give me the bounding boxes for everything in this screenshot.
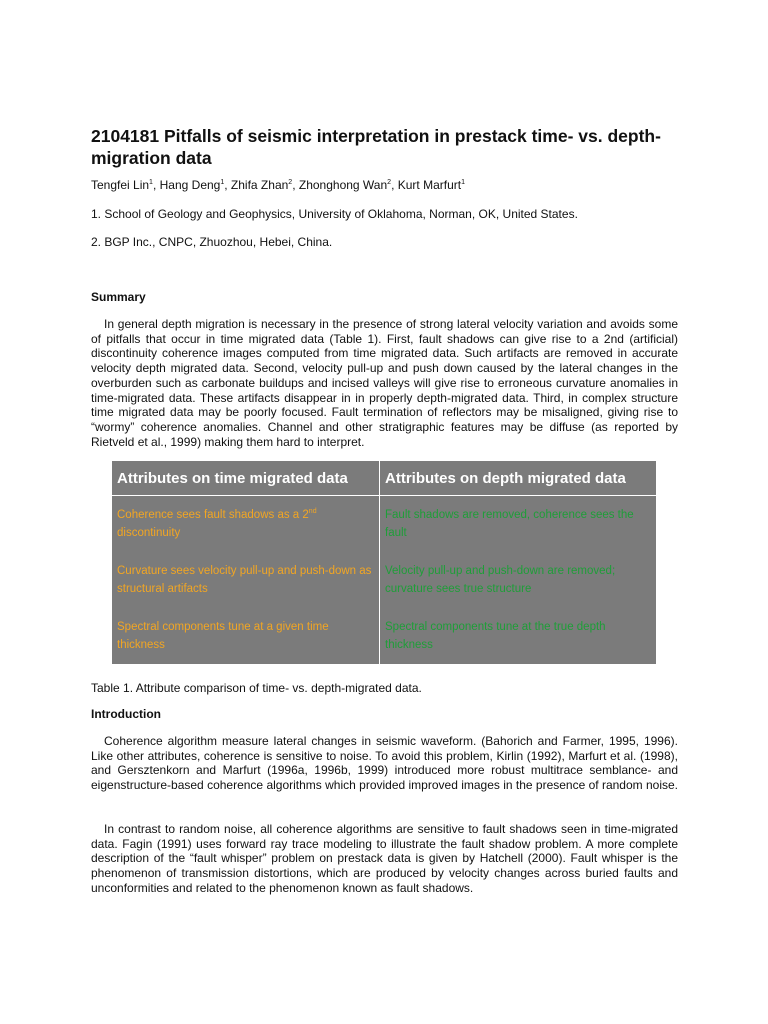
- table-row: [112, 608, 656, 664]
- table-cell-time: Spectral components tune at a given time thickness: [112, 608, 380, 664]
- introduction-heading: Introduction: [91, 707, 161, 721]
- attribute-comparison-table: [112, 461, 656, 664]
- author: Hang Deng$^1$,: [159, 178, 231, 192]
- author: Kurt Marfurt$^1$: [397, 178, 466, 192]
- table-header-row: [112, 461, 656, 496]
- affiliation-1: 1. School of Geology and Geophysics, University of Oklahoma, Norman, OK, United States.: [91, 207, 578, 221]
- summary-paragraph: In general depth migration is necessary in the presence of strong lateral velocity variation and avoids some of pitfalls that occur in time migrated data (Table 1). First, fault shadows can give rise to a 2nd (artificial) discontinuity coherence images computed from time migrated data. Such artifacts are removed in accurate velocity depth migrated data. Second, velocity pull-up and push down caused by the lateral changes in the overburden such as carbonate buildups and incised valleys will give rise to erroneous curvature anomalies in time-migrated data. These artifacts disappear in in properly depth-migrated data. Third, in complex structure time migrated data may be poorly focused. Fault termination of reflectors may be misaligned, giving rise to “wormy” coherence anomalies. Channel and other stratigraphic features may be diffuse (as reported by Rietveld et al., 1999) making them hard to interpret.: [91, 317, 678, 449]
- table-cell-time: Coherence sees fault shadows as a 2nd discontinuity: [112, 496, 380, 553]
- summary-heading: Summary: [91, 290, 146, 304]
- author: Zhonghong Wan$^2$,: [298, 178, 398, 192]
- table-header-depth: Attributes on depth migrated data: [380, 461, 657, 496]
- table-cell-time: Curvature sees velocity pull-up and push-down as structural artifacts: [112, 552, 380, 608]
- table-header-time: Attributes on time migrated data: [112, 461, 380, 496]
- author: Tengfei Lin$^1$,: [91, 178, 160, 192]
- table-cell-depth: Fault shadows are removed, coherence sees the fault: [385, 509, 634, 539]
- table-cell-depth: Velocity pull-up and push-down are removed; curvature sees true structure: [385, 565, 616, 595]
- introduction-paragraph-1: Coherence algorithm measure lateral changes in seismic waveform. (Bahorich and Farmer, 1995, 1996). Like other attributes, coherence is sensitive to noise. To avoid this problem, Kirlin (1992), Marfurt et al. (1998), and Gersztenkorn and Marfurt (1996a, 1996b, 1999) introduced more robust multitrace semblance- and eigenstructure-based coherence algorithms which provided improved images in the presence of random noise.: [91, 734, 678, 793]
- table-row: [112, 552, 656, 608]
- paper-title: 2104181 Pitfalls of seismic interpretation in prestack time- vs. depth-migration data: [91, 126, 661, 168]
- table-cell-depth: Spectral components tune at the true depth thickness: [385, 621, 606, 651]
- table-row: [112, 496, 656, 553]
- table-caption: Table 1. Attribute comparison of time- vs. depth-migrated data.: [91, 681, 422, 695]
- author: Zhifa Zhan$^2$,: [230, 178, 299, 192]
- author-list: [91, 177, 465, 193]
- introduction-paragraph-2: In contrast to random noise, all coherence algorithms are sensitive to fault shadows seen in time-migrated data. Fagin (1991) uses forward ray trace modeling to illustrate the fault shadow problem. A more complete description of the “fault whisper” problem on prestack data is given by Hatchell (2000). Fault whisper is the phenomenon of transmission distortions, which are produced by velocity changes across buried faults and unconformities and related to the phenomenon known as fault shadows.: [91, 822, 678, 895]
- affiliation-2: 2. BGP Inc., CNPC, Zhuozhou, Hebei, China.: [91, 235, 333, 249]
